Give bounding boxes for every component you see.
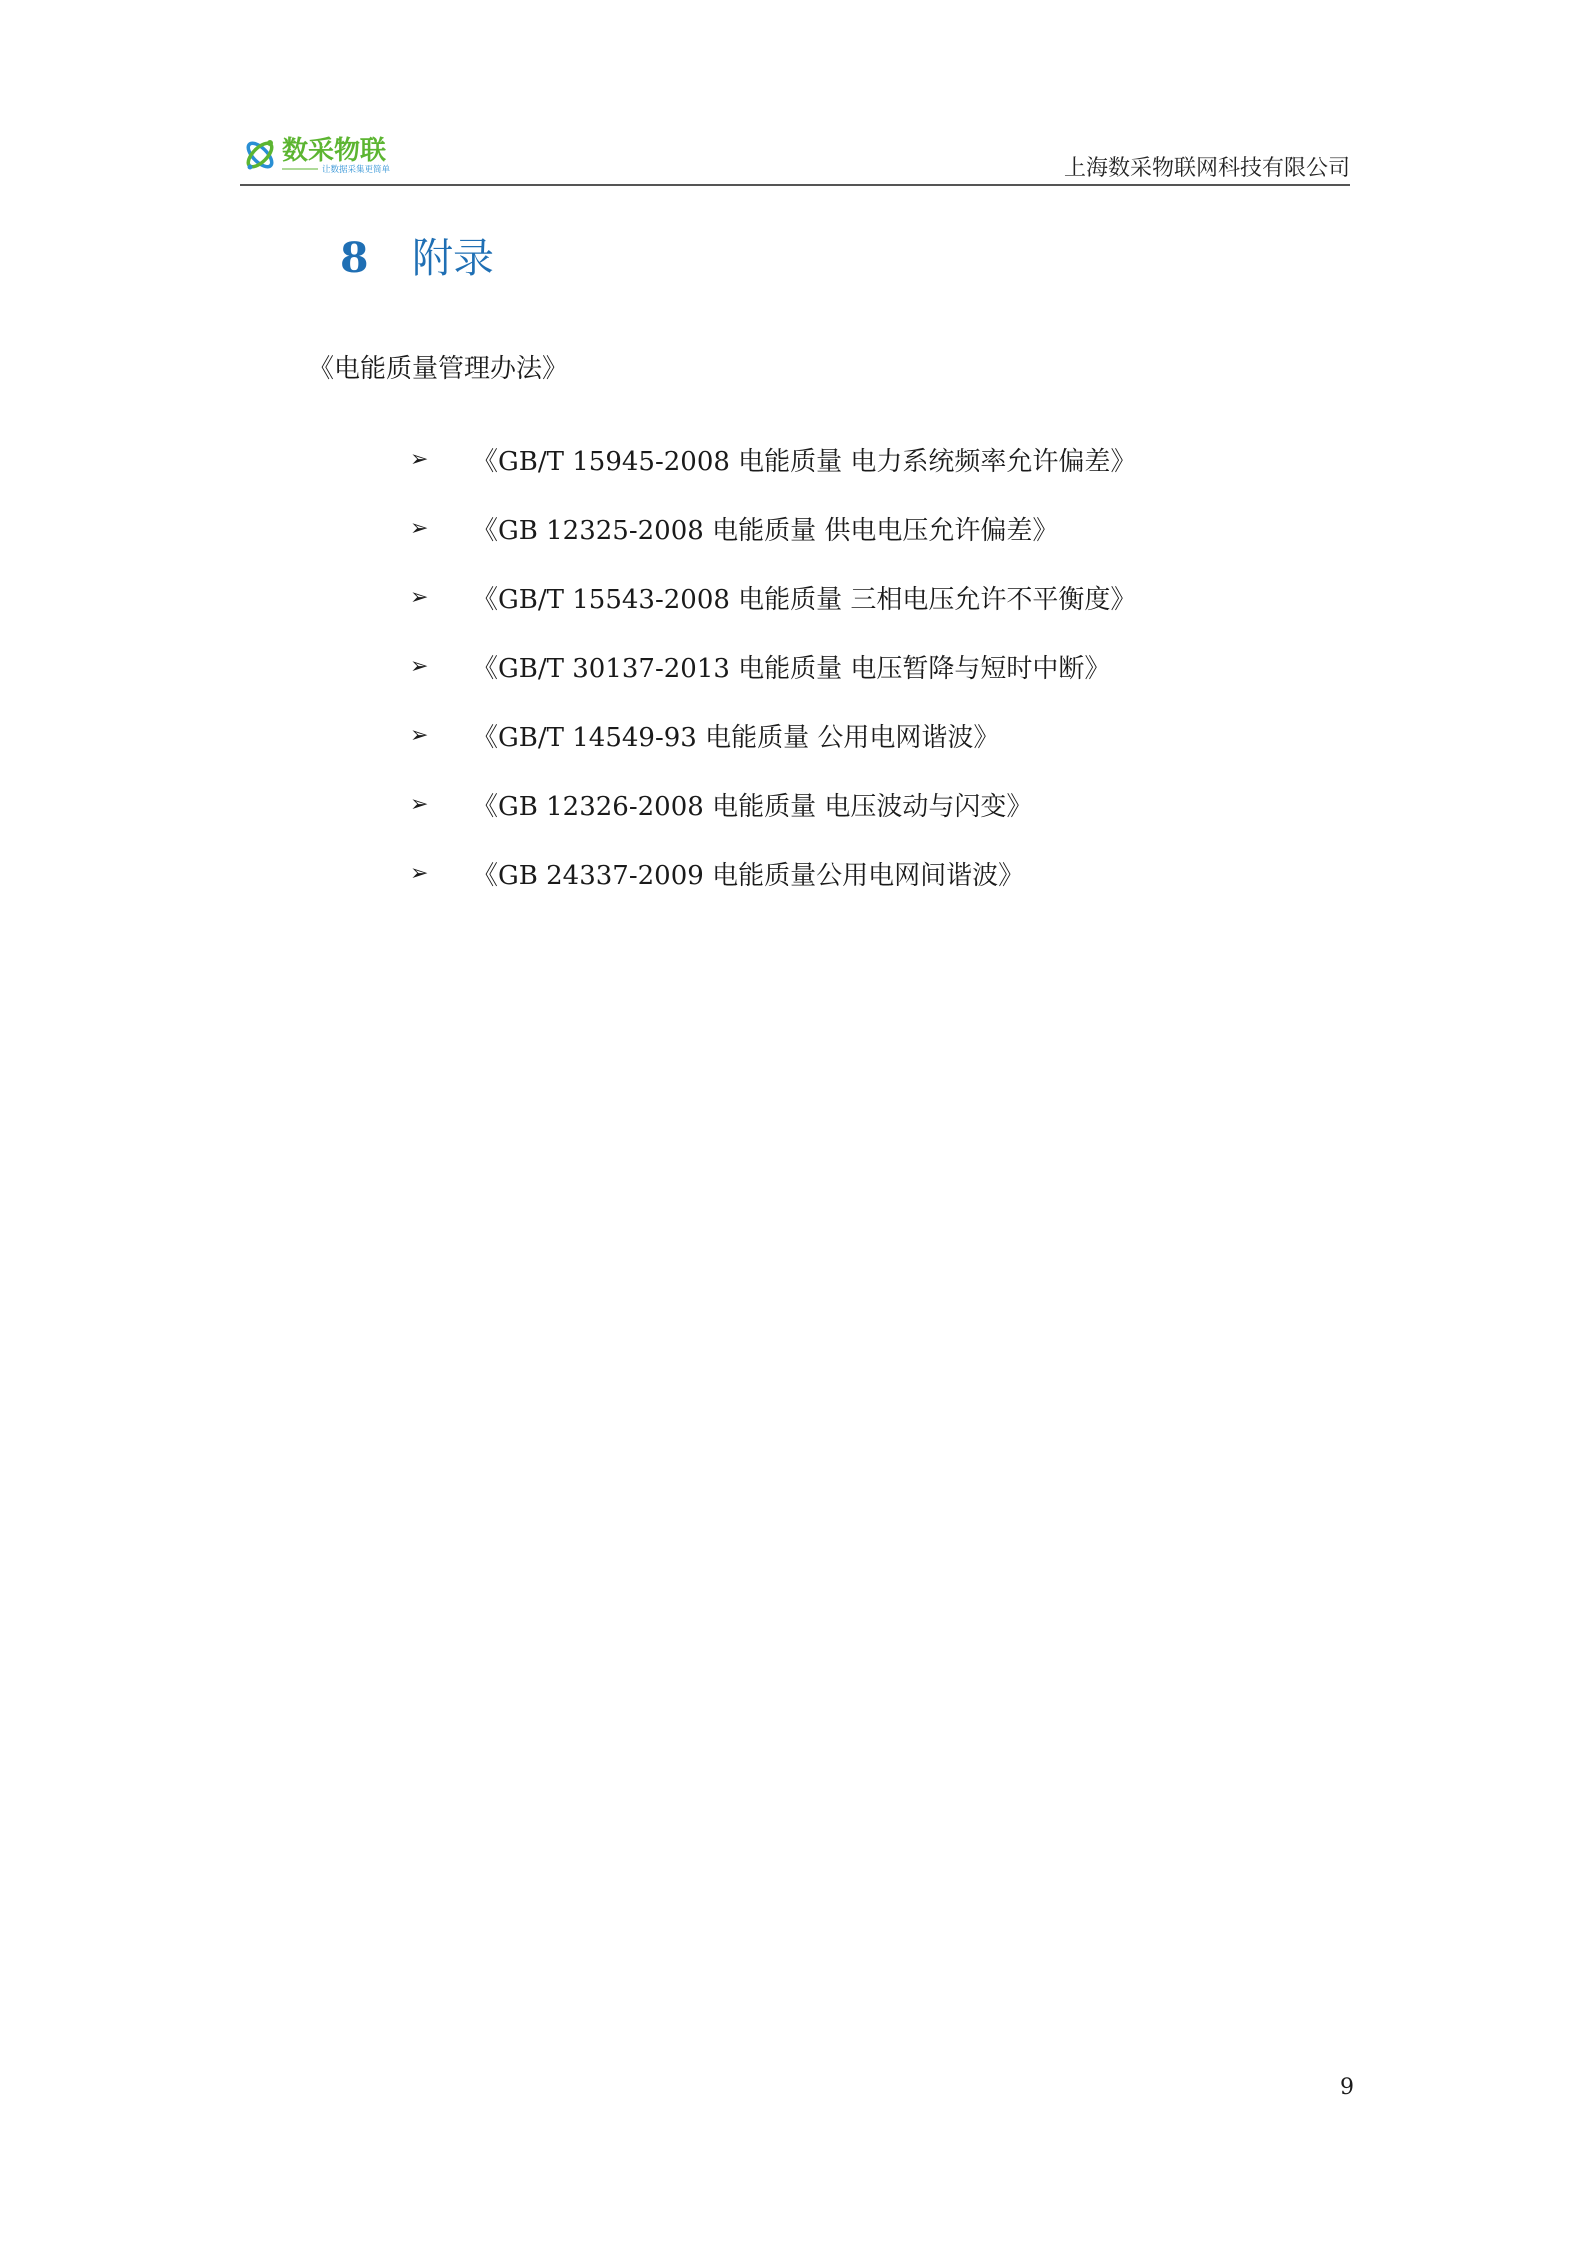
page-number: 9 bbox=[1340, 2075, 1354, 2100]
company-name: 上海数采物联网科技有限公司 bbox=[1063, 156, 1350, 181]
reference-text: 《GB/T 15543-2008 电能质量 三相电压允许不平衡度》 bbox=[472, 585, 1137, 615]
logo-emblem-icon bbox=[244, 139, 275, 170]
company-logo bbox=[240, 128, 440, 182]
list-item bbox=[410, 770, 1136, 839]
reference-list bbox=[410, 425, 1136, 908]
list-item bbox=[410, 632, 1136, 701]
arrow-bullet-icon: ➢ bbox=[410, 516, 429, 541]
reference-text: 《GB/T 30137-2013 电能质量 电压暂降与短时中断》 bbox=[472, 654, 1111, 684]
logo-title: 数采物联 bbox=[282, 136, 387, 166]
list-item bbox=[410, 563, 1136, 632]
list-item bbox=[410, 494, 1136, 563]
reference-text: 《GB 12326-2008 电能质量 电压波动与闪变》 bbox=[472, 792, 1033, 822]
reference-text: 《GB 24337-2009 电能质量公用电网间谐波》 bbox=[472, 861, 1025, 891]
arrow-bullet-icon: ➢ bbox=[410, 861, 429, 886]
reference-text: 《GB/T 14549-93 电能质量 公用电网谐波》 bbox=[472, 723, 1000, 753]
reference-text: 《GB/T 15945-2008 电能质量 电力系统频率允许偏差》 bbox=[472, 447, 1137, 477]
logo-tagline: 让数据采集更简单 bbox=[322, 165, 391, 175]
page-header bbox=[240, 128, 1350, 186]
section-title: 附录 bbox=[412, 234, 494, 282]
arrow-bullet-icon: ➢ bbox=[410, 585, 429, 610]
arrow-bullet-icon: ➢ bbox=[410, 654, 429, 679]
list-item bbox=[410, 701, 1136, 770]
list-item bbox=[410, 839, 1136, 908]
intro-paragraph: 《电能质量管理办法》 bbox=[308, 354, 569, 384]
list-item bbox=[410, 425, 1136, 494]
arrow-bullet-icon: ➢ bbox=[410, 723, 429, 748]
arrow-bullet-icon: ➢ bbox=[410, 792, 429, 817]
section-number: 8 bbox=[340, 234, 369, 282]
arrow-bullet-icon: ➢ bbox=[410, 447, 429, 472]
reference-text: 《GB 12325-2008 电能质量 供电电压允许偏差》 bbox=[472, 516, 1059, 546]
section-heading bbox=[340, 225, 494, 284]
